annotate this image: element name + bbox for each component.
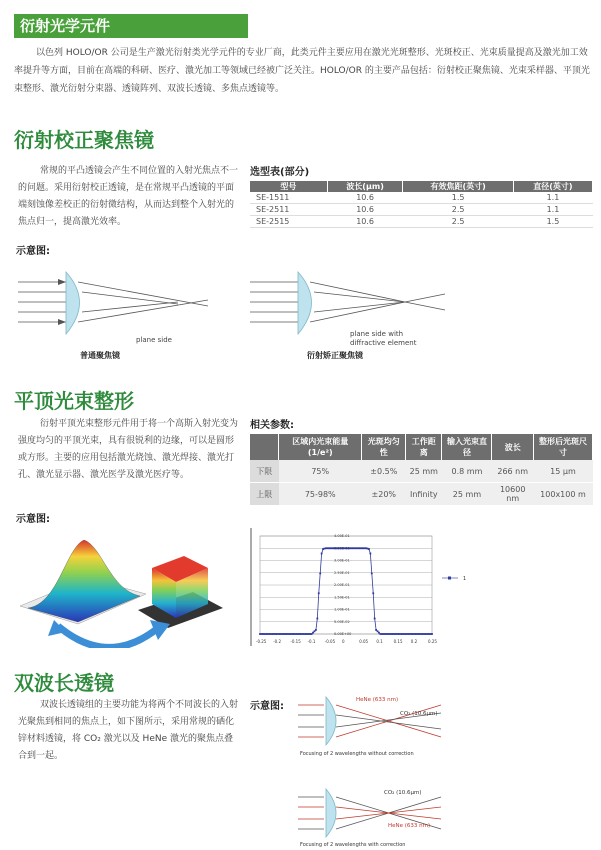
y-tick-label: 2.50E-01	[334, 570, 350, 575]
table-cell: 10.6	[327, 192, 403, 204]
y-tick-label: 3.00E-01	[334, 558, 350, 563]
table-cell: 上限	[250, 483, 279, 506]
table-cell: 10600 nm	[492, 483, 534, 506]
table-cell: 1.5	[403, 192, 513, 204]
fig3a-caption: Focusing of 2 wavelengths without correction	[300, 751, 414, 757]
table-cell: SE-1511	[250, 192, 327, 204]
data-point	[319, 572, 321, 574]
section2-diagram-title: 示意图:	[16, 514, 50, 525]
table-cell: 266 nm	[492, 460, 534, 483]
section1-text: 常规的平凸透镜会产生不同位置的入射光焦点不一的问题。采用衍射校正透镜，是在常规平凸透镜的平面端刻蚀像差校正的衍射微结构，从而达到整个入射光的焦点归一，提高激光效率。	[18, 166, 239, 227]
hene-label-1: HeNe (633 nm)	[356, 697, 399, 703]
flat-top-profile-chart	[250, 528, 490, 648]
table-cell: 25 mm	[406, 460, 442, 483]
legend-label: 1	[463, 576, 467, 582]
data-point	[369, 553, 371, 555]
dual-wavelength-corrected-diagram	[296, 785, 446, 850]
table-cell: 2.5	[403, 204, 513, 216]
table-header: 整形后光斑尺寸	[533, 434, 592, 460]
table-row	[250, 216, 593, 228]
table-cell: 1.1	[513, 192, 592, 204]
data-point	[315, 629, 317, 631]
table-header: 型号	[250, 181, 327, 192]
section1-title: 衍射校正聚焦镜	[14, 128, 154, 152]
table-cell: 75%	[279, 460, 362, 483]
table-cell: 75-98%	[279, 483, 362, 506]
y-tick-label: 5.00E-02	[334, 619, 350, 624]
table-header: 输入光束直径	[442, 434, 492, 460]
fig2-caption: 衍射矫正聚焦镜	[307, 351, 363, 360]
table-header	[250, 434, 279, 460]
data-point	[316, 618, 318, 620]
data-point	[368, 548, 370, 550]
x-tick-label: -0.2	[273, 639, 282, 644]
x-tick-label: 0.15	[393, 639, 403, 644]
lens-shape	[66, 272, 80, 334]
beam-shaping-illustration	[18, 528, 228, 648]
fig2-label-line1: plane side with	[350, 330, 404, 338]
data-point	[374, 618, 376, 620]
table-cell: 2.5	[403, 216, 513, 228]
fig2-label-line2: diffractive element	[350, 339, 417, 347]
table-row	[250, 192, 593, 204]
params-table	[250, 434, 593, 506]
data-point	[372, 592, 374, 594]
table-cell: SE-2515	[250, 216, 327, 228]
plane-side-label: plane side	[136, 336, 172, 344]
table-header: 直径(英寸)	[513, 181, 592, 192]
selection-table	[250, 181, 593, 228]
table-row	[250, 460, 593, 483]
data-point	[321, 553, 323, 555]
section3-title: 双波长透镜	[14, 671, 114, 695]
section2-text: 衍射平顶光束整形元件用于将一个高斯入射光变为强度均匀的平顶光束，具有很锐利的边缘，可以是圆形或方形。主要的应用包括激光烧蚀、激光焊接、激光打孔、激光显示器、激光医学及激光医疗等。	[18, 419, 239, 480]
data-point	[431, 633, 433, 635]
section2-title: 平顶光束整形	[14, 389, 134, 413]
table-cell: ±0.5%	[362, 460, 406, 483]
table-cell: 15 μm	[533, 460, 592, 483]
x-tick-label: 0.25	[428, 639, 437, 644]
table-cell: ±20%	[362, 483, 406, 506]
fig3b-caption: Focusing of 2 wavelengths with correction	[300, 842, 406, 848]
corrected-lens-diagram	[250, 262, 450, 350]
section3-diagram-title: 示意图:	[250, 701, 284, 712]
x-tick-label: 0.2	[410, 639, 418, 644]
dual-wavelength-uncorrected-diagram	[296, 693, 446, 757]
table-cell: 1.1	[513, 204, 592, 216]
x-tick-label: 0.1	[376, 639, 383, 644]
x-tick-label: 0.05	[359, 639, 369, 644]
y-tick-label: 0.00E+00	[334, 632, 352, 636]
section1-table-title: 选型表(部分)	[250, 167, 310, 178]
table-cell: 25 mm	[442, 483, 492, 506]
x-tick-label: 0	[342, 639, 345, 644]
x-tick-label: -0.05	[324, 639, 336, 644]
legend-marker	[448, 577, 451, 580]
table-header: 波长(μm)	[327, 181, 403, 192]
section3-text: 双波长透镜组的主要功能为将两个不同波长的入射光聚焦到相同的焦点上，如下图所示，采用常规的硒化锌材料透镜，将 CO₂ 激光以及 HeNe 激光的聚焦点叠合到一起。	[18, 700, 239, 761]
table-cell: 1.5	[513, 216, 592, 228]
ordinary-lens-diagram	[18, 262, 218, 350]
fig1-caption: 普通聚焦镜	[80, 351, 120, 360]
hene-label-2: HeNe (633 nm)	[388, 823, 431, 829]
table-header: 工作距离	[406, 434, 442, 460]
section-banner: 衍射光学元件	[14, 14, 248, 38]
x-tick-label: -0.25	[256, 639, 267, 644]
co2-label-1: CO₂ (10.6μm)	[400, 711, 438, 717]
table-cell: 100x100 m	[533, 483, 592, 506]
table-header: 有效焦距(英寸)	[403, 181, 513, 192]
table-header: 区域内光束能量 (1/e²)	[279, 434, 362, 460]
intro-paragraph: 以色列 HOLO/OR 公司是生产激光衍射类光学元件的专业厂商，此类元件主要应用在激光光斑整形、光斑校正、光束质量提高及激光加工效率提升等方面，目前在高端的科研、医疗、激光加工等领域已经被广泛关注。HOLO/OR 的主要产品包括：衍射校正聚焦镜、光束采样器、平顶光束整形、激光衍射分束器、透镜阵列、双波长透镜、多焦点透镜等。	[14, 48, 590, 94]
data-point	[318, 592, 320, 594]
y-tick-label: 4.00E-01	[334, 534, 350, 538]
table-cell: 下限	[250, 460, 279, 483]
section2-params-title: 相关参数:	[250, 420, 294, 431]
gaussian-surface	[28, 540, 140, 622]
y-tick-label: 1.50E-01	[334, 595, 350, 600]
y-tick-label: 2.00E-01	[334, 583, 350, 587]
table-row	[250, 483, 593, 506]
table-cell: 0.8 mm	[442, 460, 492, 483]
transform-arrow	[58, 626, 158, 648]
table-cell: 10.6	[327, 204, 403, 216]
y-tick-label: 1.00E-01	[334, 607, 350, 612]
table-row	[250, 204, 593, 216]
x-tick-label: -0.1	[307, 639, 316, 644]
data-point	[371, 572, 373, 574]
table-header: 光斑均匀性	[362, 434, 406, 460]
table-header: 波长	[492, 434, 534, 460]
table-cell: 10.6	[327, 216, 403, 228]
co2-label-2: CO₂ (10.6μm)	[384, 790, 422, 796]
x-tick-label: -0.15	[290, 639, 301, 644]
table-cell: Infinity	[406, 483, 442, 506]
section1-diagram-title: 示意图:	[16, 246, 50, 257]
table-cell: SE-2511	[250, 204, 327, 216]
